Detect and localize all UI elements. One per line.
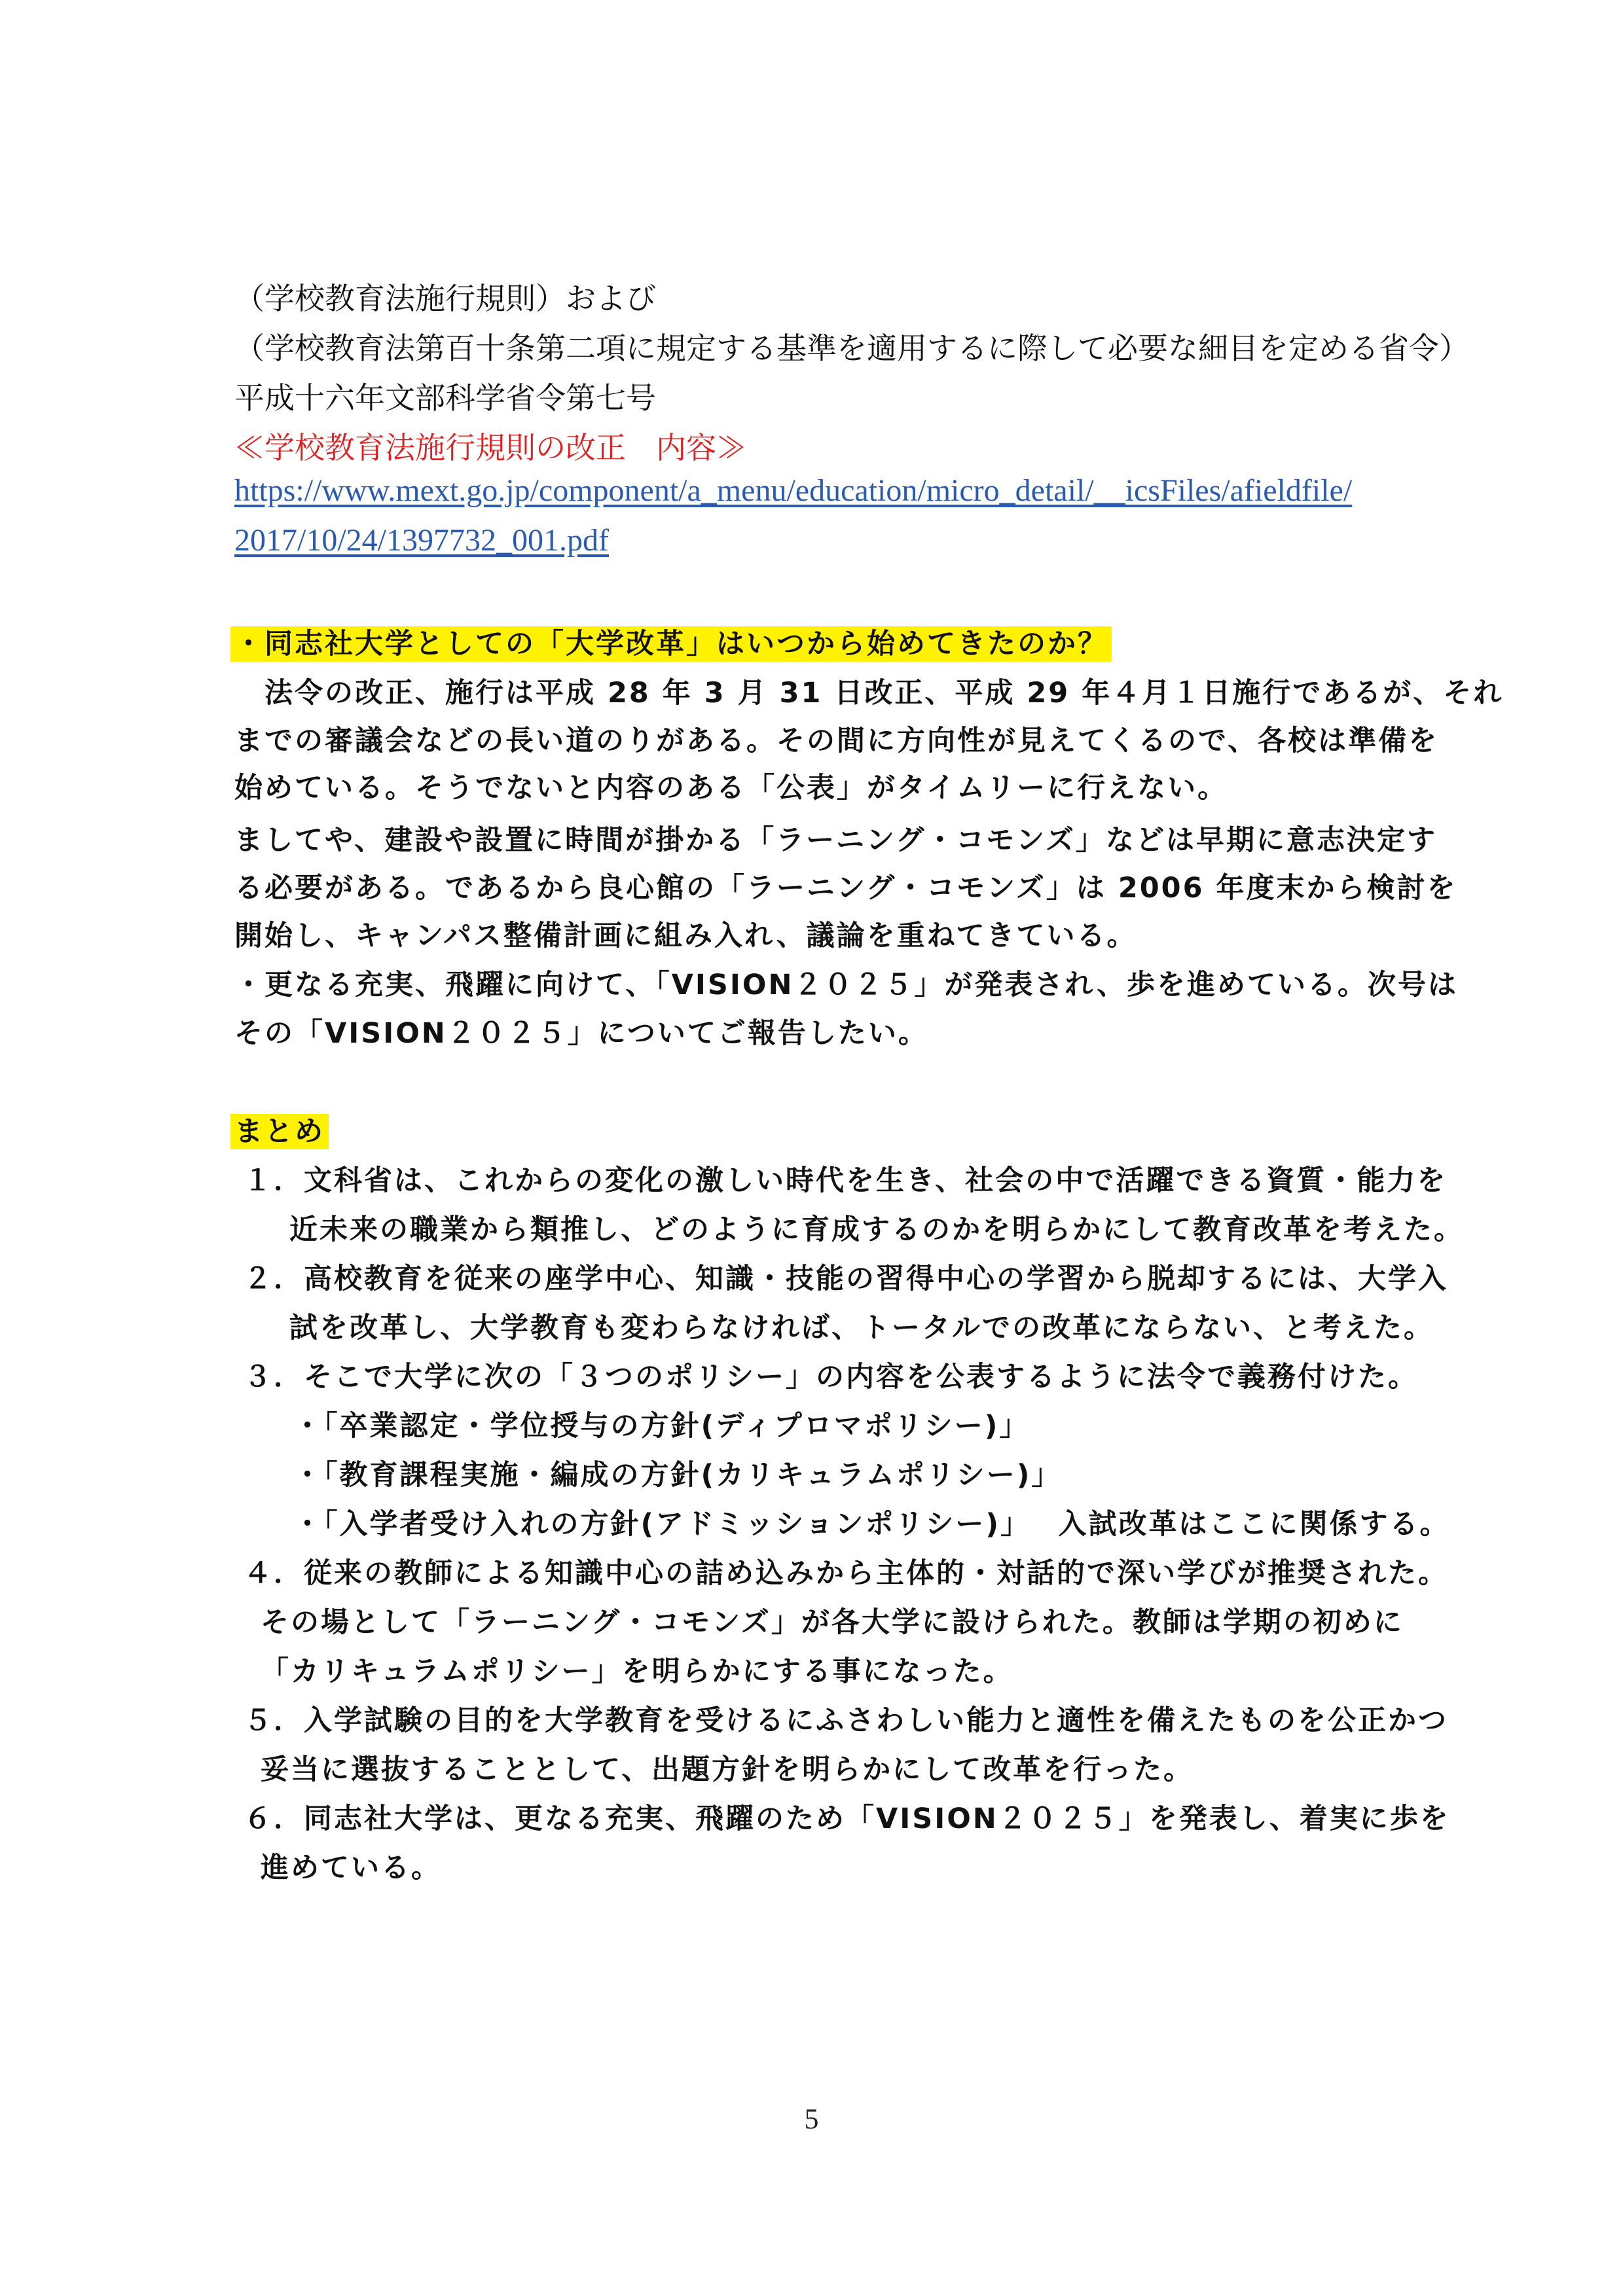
law-title-line-2: （学校教育法第百十条第二項に規定する基準を適用するに際して必要な細目を定める省令） [234,331,1469,366]
section-heading-text: ・同志社大学としての「大学改革」はいつから始めてきたのか？ [230,626,1112,662]
summary-item-2: ２．高校教育を従来の座学中心、知識・技能の習得中心の学習から脱却するには、大学入 [244,1263,1448,1295]
summary-item-3: ３．そこで大学に次の「３つのポリシー」の内容を公表するように法令で義務付けた。 [244,1361,1418,1393]
paragraph-line: その「VISION２０２５」についてご報告したい。 [234,1017,928,1050]
summary-item-6-cont: 進めている。 [261,1852,441,1884]
summary-heading-text: まとめ [230,1114,329,1149]
summary-item-6: ６．同志社大学は、更なる充実、飛躍のため「VISION２０２５」を発表し、着実に歩を [244,1803,1450,1835]
paragraph-line: ましてや、建設や設置に時間が掛かる「ラーニング・コモンズ」などは早期に意志決定す [234,824,1437,857]
policy-admission: ・「入学者受け入れの方針(アドミッションポリシー)」 入試改革はここに関係する。 [293,1508,1450,1541]
paragraph-line: ・更なる充実、飛躍に向けて、「VISION２０２５」が発表され、歩を進めている。次号は [234,969,1459,1001]
reference-url-line-1[interactable]: https://www.mext.go.jp/component/a_menu/education/micro_detail/__icsFiles/afieldfile/ [234,473,1353,508]
paragraph-line: る必要がある。であるから良心館の「ラーニング・コモンズ」は 2006 年度末から検討を [234,872,1457,905]
paragraph-line: 始めている。そうでないと内容のある「公表」がタイムリーに行えない。 [234,772,1228,804]
summary-item-4-cont: その場として「ラーニング・コモンズ」が各大学に設けられた。教師は学期の初めに [261,1606,1404,1639]
summary-item-1: １．文科省は、これからの変化の激しい時代を生き、社会の中で活躍できる資質・能力を [244,1164,1448,1197]
section-heading [234,622,1112,662]
paragraph-line: 法令の改正、施行は平成 28 年 3 月 31 日改正、平成 29 年４月１日施行であるが、それ [234,677,1504,709]
law-title-line-1: （学校教育法施行規則）および [234,281,656,316]
summary-item-5-cont: 妥当に選抜することとして、出題方針を明らかにして改革を行った。 [261,1753,1194,1786]
summary-item-1-cont: 近未来の職業から類推し、どのように育成するのかを明らかにして教育改革を考えた。 [289,1213,1464,1246]
summary-item-2-cont: 試を改革し、大学教育も変わらなければ、トータルでの改革にならない、と考えた。 [289,1312,1434,1344]
policy-curriculum: ・「教育課程実施・編成の方針(カリキュラムポリシー)」 [293,1459,1062,1492]
paragraph-line: までの審議会などの長い道のりがある。その間に方向性が見えてくるので、各校は準備を [234,725,1439,757]
summary-heading [234,1109,329,1149]
summary-item-4-cont: 「カリキュラムポリシー」を明らかにする事になった。 [261,1655,1013,1688]
paragraph-line: 開始し、キャンパス整備計画に組み入れ、議論を重ねてきている。 [234,920,1137,952]
ordinance-number: 平成十六年文部科学省令第七号 [234,380,656,416]
policy-diploma: ・「卒業認定・学位授与の方針(ディプロマポリシー)」 [293,1410,1030,1443]
summary-item-5: ５．入学試験の目的を大学教育を受けるにふさわしい能力と適性を備えたものを公正かつ [244,1704,1448,1737]
reference-url-line-2[interactable]: 2017/10/24/1397732_001.pdf [234,523,609,558]
summary-item-4: ４．従来の教師による知識中心の詰め込みから主体的・対話的で深い学びが推奨された。 [244,1557,1448,1590]
page-number: 5 [804,2103,819,2135]
revision-heading: ≪学校教育法施行規則の改正 内容≫ [234,430,746,465]
